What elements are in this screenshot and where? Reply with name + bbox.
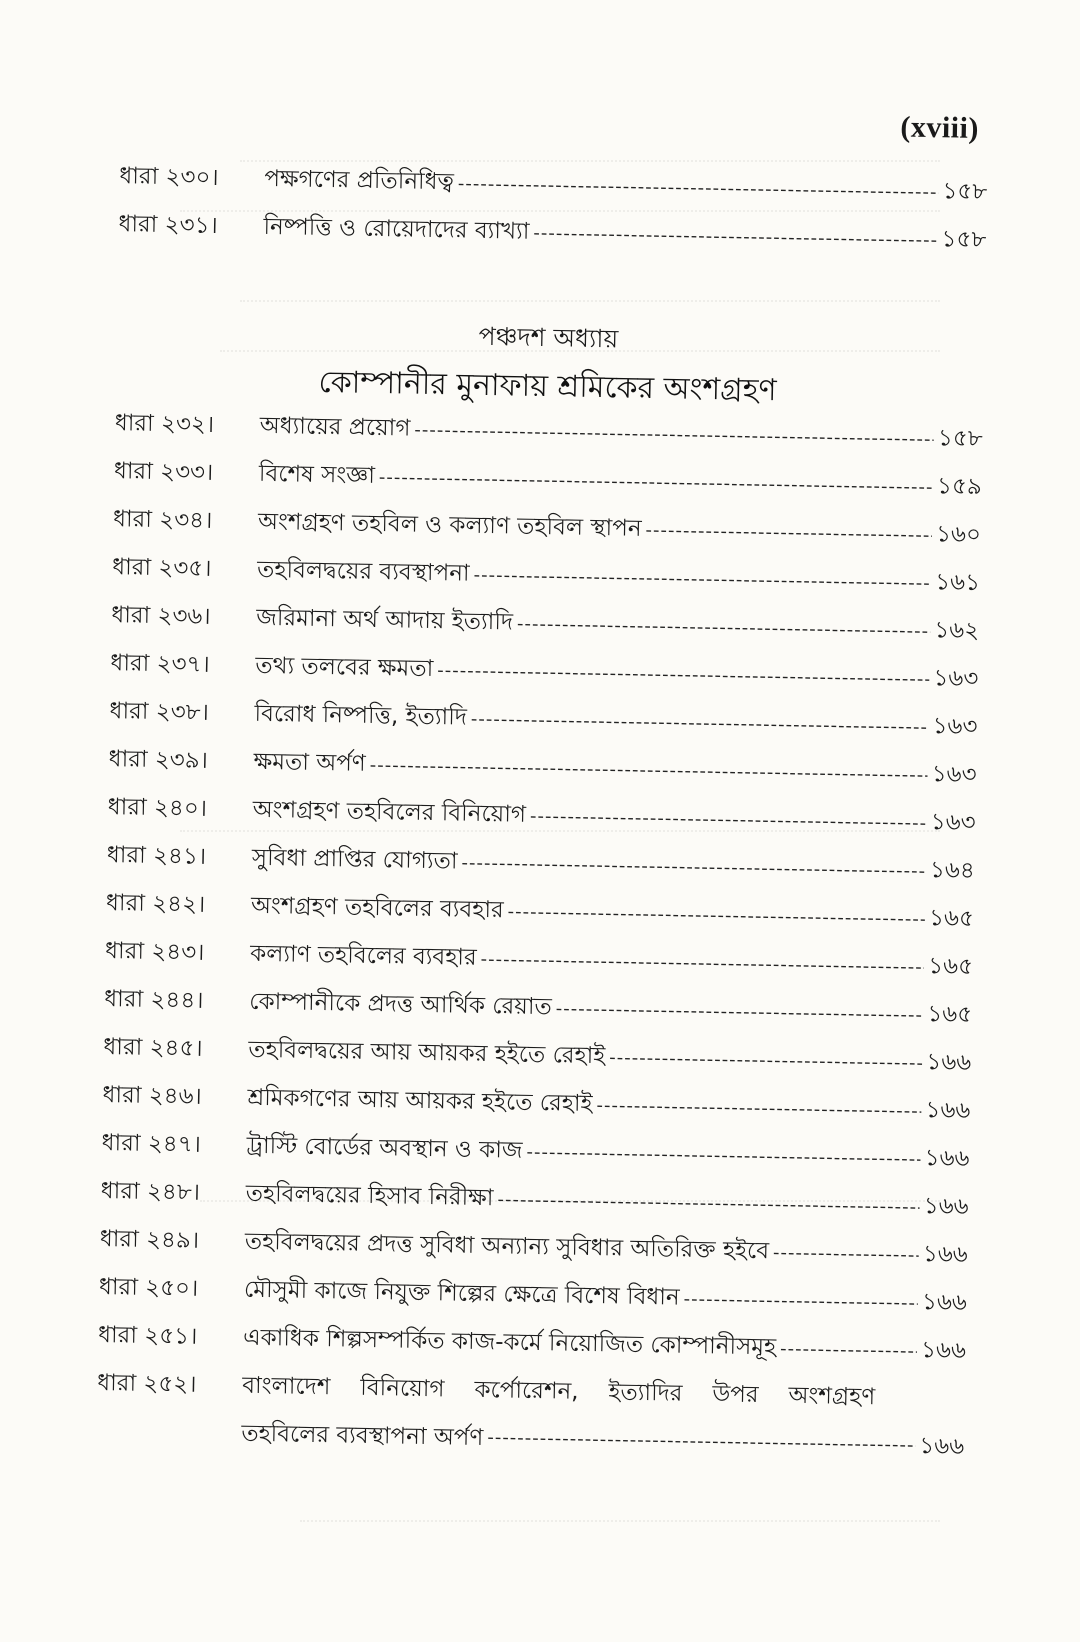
dot-leader bbox=[645, 511, 932, 556]
page-ref: ১৬৬ bbox=[925, 1097, 971, 1124]
section-title: অংশগ্রহণ তহবিলের ব্যবহার bbox=[250, 892, 504, 924]
title-word: বিনিয়োগ bbox=[360, 1374, 445, 1403]
section-number: ধারা ২৪৮। bbox=[100, 1178, 201, 1206]
page-ref: ১৬৪ bbox=[929, 857, 976, 884]
page-ref: ১৫৯ bbox=[936, 473, 983, 501]
toc-entry bbox=[114, 451, 983, 507]
toc-entry bbox=[103, 1027, 972, 1083]
page-ref: ১৬৩ bbox=[930, 809, 976, 836]
page-ref: ১৬৫ bbox=[927, 953, 974, 980]
dot-leader bbox=[683, 1280, 918, 1324]
section-number: ধারা ২৪২। bbox=[105, 890, 206, 918]
toc-entry bbox=[109, 691, 978, 747]
page-ref: ১৬৬ bbox=[920, 1337, 967, 1364]
page-number: (xviii) bbox=[900, 110, 980, 145]
dot-leader bbox=[773, 1233, 920, 1276]
dot-leader bbox=[533, 214, 938, 261]
dot-leader bbox=[609, 1038, 923, 1084]
dot-leader bbox=[437, 651, 930, 700]
section-title: কল্যাণ তহবিলের ব্যবহার bbox=[249, 940, 477, 971]
section-number: ধারা ২৫১। bbox=[97, 1321, 198, 1350]
toc-entry bbox=[104, 979, 973, 1035]
toc-entry bbox=[113, 499, 982, 555]
section-title: বিরোধ নিষ্পত্তি, ইত্যাদি bbox=[254, 700, 468, 731]
section-number: ধারা ২৩১। bbox=[118, 211, 218, 239]
section-number: ধারা ২৪৬। bbox=[102, 1082, 203, 1110]
section-title: মৌসুমী কাজে নিযুক্ত শিল্পের ক্ষেত্রে বিশেষ বিধান bbox=[243, 1276, 680, 1311]
entry-line-1 bbox=[97, 1363, 966, 1419]
dot-leader bbox=[780, 1329, 918, 1372]
section-number: ধারা ২৪০। bbox=[107, 794, 208, 822]
toc-entry bbox=[105, 931, 974, 987]
section-number: ধারা ২৪৫। bbox=[103, 1034, 203, 1062]
dot-leader bbox=[555, 989, 923, 1036]
toc-entry bbox=[119, 156, 988, 212]
section-title-line-1 bbox=[242, 1366, 876, 1418]
toc-entry bbox=[110, 643, 979, 699]
chapter-title: কোম্পানীর মুনাফায় শ্রমিকের অংশগ্রহণ bbox=[318, 364, 777, 409]
section-title: ট্রাস্টি বোর্ডের অবস্থান ও কাজ bbox=[246, 1132, 523, 1164]
section-title: অংশগ্রহণ তহবিল ও কল্যাণ তহবিল স্থাপন bbox=[257, 508, 642, 542]
toc-entry bbox=[100, 1171, 969, 1227]
page-ref: ১৬৬ bbox=[921, 1289, 968, 1316]
section-number: ধারা ২৩৪। bbox=[112, 506, 213, 534]
toc-entry bbox=[101, 1123, 970, 1179]
toc-entry bbox=[106, 883, 975, 939]
dot-leader bbox=[507, 892, 925, 940]
section-title-line-2: তহবিলের ব্যবস্থাপনা অর্পণ bbox=[241, 1420, 484, 1452]
section-number: ধারা ২৪১। bbox=[106, 842, 207, 870]
dot-leader bbox=[497, 1180, 920, 1228]
chapter-heading: পঞ্চদশ অধ্যায় bbox=[478, 321, 619, 354]
section-title: একাধিক শিল্পসম্পর্কিত কাজ-কর্মে নিয়োজিত কোম্পানীসমূহ bbox=[242, 1324, 777, 1361]
page-ref: ১৬৬ bbox=[919, 1433, 965, 1460]
section-title: কোম্পানীকে প্রদত্ত আর্থিক রেয়াত bbox=[249, 988, 552, 1021]
dot-leader bbox=[530, 797, 928, 844]
section-number: ধারা ২৪৭। bbox=[101, 1130, 202, 1158]
section-title: তথ্য তলবের ক্ষমতা bbox=[255, 652, 434, 683]
page-ref: ১৬৫ bbox=[927, 1001, 973, 1028]
section-title: তহবিলদ্বয়ের ব্যবস্থাপনা bbox=[256, 556, 470, 587]
section-number: ধারা ২৫০। bbox=[98, 1274, 199, 1302]
page-ref: ১৫৮ bbox=[937, 425, 983, 453]
toc-entry bbox=[108, 739, 977, 795]
dot-leader bbox=[480, 940, 924, 988]
section-number: ধারা ২৩৭। bbox=[110, 650, 210, 678]
page-ref: ১৬৬ bbox=[922, 1241, 968, 1268]
toc-entry bbox=[118, 204, 987, 260]
toc-entry bbox=[98, 1315, 967, 1371]
toc-entry bbox=[107, 787, 976, 843]
toc-entry bbox=[112, 547, 981, 603]
section-number: ধারা ২৪৪। bbox=[104, 986, 204, 1014]
entry-line-2 bbox=[96, 1411, 965, 1467]
title-word: বাংলাদেশ bbox=[241, 1372, 331, 1401]
section-title: তহবিলদ্বয়ের হিসাব নিরীক্ষা bbox=[245, 1180, 494, 1212]
dot-leader bbox=[596, 1086, 922, 1132]
page-ref: ১৬৬ bbox=[923, 1193, 969, 1220]
page-ref: ১৬৬ bbox=[924, 1145, 970, 1172]
page-ref: ১৬৩ bbox=[932, 713, 978, 741]
dot-leader bbox=[379, 458, 934, 508]
section-number: ধারা ২৩৩। bbox=[113, 458, 214, 486]
section-number: ধারা ২৩৮। bbox=[109, 698, 210, 726]
title-word: অংশগ্রহণ bbox=[788, 1382, 876, 1411]
dot-leader bbox=[526, 1133, 921, 1180]
dot-leader bbox=[473, 556, 931, 604]
section-title: সুবিধা প্রাপ্তির যোগ্যতা bbox=[251, 844, 458, 875]
page-ref: ১৬৩ bbox=[931, 761, 977, 788]
page-ref: ১৬৩ bbox=[933, 665, 979, 693]
dot-leader bbox=[487, 1418, 916, 1466]
title-word: ইত্যাদির bbox=[608, 1379, 683, 1407]
toc-entry bbox=[107, 835, 976, 891]
section-number: ধারা ২৪৯। bbox=[99, 1226, 200, 1254]
section-title: পক্ষগণের প্রতিনিধিত্ব bbox=[264, 165, 455, 196]
section-title: অংশগ্রহণ তহবিলের বিনিয়োগ bbox=[252, 796, 527, 828]
toc-entry-multiline bbox=[96, 1363, 965, 1467]
page-ref: ১৬২ bbox=[934, 617, 980, 645]
dot-leader bbox=[457, 164, 938, 213]
toc-entry bbox=[99, 1267, 968, 1323]
dot-leader bbox=[470, 700, 928, 748]
page-ref: ১৬০ bbox=[935, 521, 982, 549]
page-ref: ১৬৬ bbox=[926, 1049, 972, 1076]
page-ref: ১৬৫ bbox=[928, 905, 975, 932]
dot-leader bbox=[414, 411, 934, 461]
section-number: ধারা ২৩২। bbox=[114, 410, 215, 438]
title-word: কর্পোরেশন, bbox=[474, 1376, 579, 1405]
section-number: ধারা ২৩৬। bbox=[111, 602, 211, 630]
section-number: ধারা ২৩৫। bbox=[111, 554, 212, 582]
section-number: ধারা ২৩৯। bbox=[108, 746, 209, 774]
dot-leader bbox=[369, 746, 928, 796]
section-number: ধারা ২৪৩। bbox=[104, 938, 205, 966]
section-title: অধ্যায়ের প্রয়োগ bbox=[259, 412, 411, 442]
section-title: ক্ষমতা অর্পণ bbox=[253, 748, 366, 777]
section-title: বিশেষ সংজ্ঞা bbox=[258, 460, 376, 489]
toc-entry bbox=[111, 595, 980, 651]
toc-entry bbox=[102, 1075, 971, 1131]
dot-leader bbox=[517, 605, 931, 653]
section-title: তহবিলদ্বয়ের আয় আয়কর হইতে রেহাই bbox=[248, 1036, 606, 1070]
page-ref: ১৫৮ bbox=[942, 178, 988, 206]
toc-entry bbox=[100, 1219, 969, 1275]
dot-leader bbox=[461, 844, 926, 893]
page-ref: ১৬১ bbox=[935, 569, 981, 597]
section-title: জরিমানা অর্থ আদায় ইত্যাদি bbox=[256, 604, 514, 636]
section-title: নিষ্পত্তি ও রোয়েদাদের ব্যাখ্যা bbox=[263, 213, 530, 245]
section-number: ধারা ২৫২। bbox=[97, 1369, 197, 1398]
page-ref: ১৫৮ bbox=[941, 226, 987, 254]
section-title: তহবিলদ্বয়ের প্রদত্ত সুবিধা অন্যান্য সুবিধার অতিরিক্ত হইবে bbox=[244, 1228, 770, 1265]
section-number: ধারা ২৩০। bbox=[119, 163, 219, 192]
section-title: শ্রমিকগণের আয় আয়কর হইতে রেহাই bbox=[247, 1084, 593, 1118]
title-word: উপর bbox=[712, 1381, 759, 1409]
